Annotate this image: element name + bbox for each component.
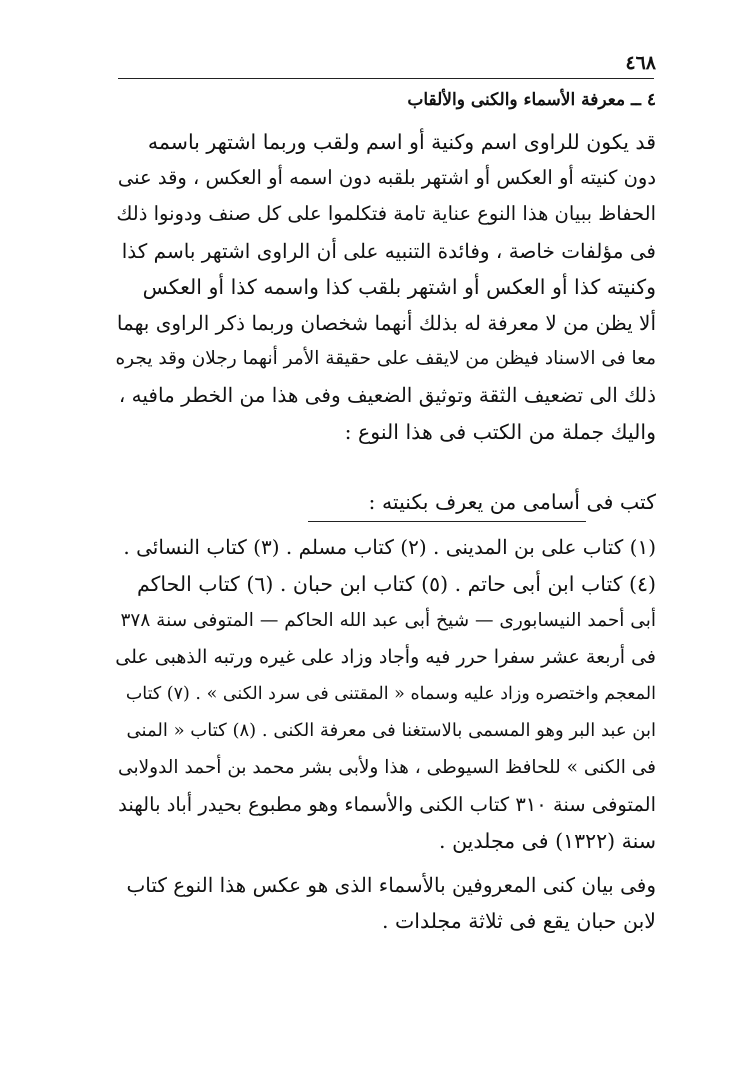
closing-paragraph	[114, 867, 656, 939]
intro-line: الحفاظ ببيان هذا النوع عناية تامة فتكلموا على كل صنف ودونوا ذلك	[116, 202, 656, 226]
book-list-line: ابن عبد البر وهو المسمى بالاستغنا فى معرفة الكنى . (٨) كتاب « المنى	[126, 719, 656, 741]
book-list-line: أبى أحمد النيسابورى — شيخ أبى عبد الله الحاكم — المتوفى سنة ٣٧٨	[120, 609, 656, 631]
intro-line: واليك جملة من الكتب فى هذا النوع :	[344, 419, 656, 444]
intro-line: قد يكون للراوى اسم وكنية أو اسم ولقب وربما اشتهر باسمه	[147, 130, 656, 154]
intro-line: ذلك الى تضعيف الثقة وتوثيق الضعيف وفى هذا من الخطر مافيه ،	[118, 383, 656, 408]
intro-line: وكنيته كذا أو العكس أو اشتهر بلقب كذا واسمه كذا أو العكس	[142, 274, 656, 299]
page-number: ٤٦٨	[625, 52, 656, 74]
book-list-line: فى الكنى » للحافظ السيوطى ، هذا ولأبى بشر محمد بن أحمد الدولابى	[118, 756, 656, 778]
intro-line: معا فى الاسناد فيظن من لايقف على حقيقة الأمر أنهما رجلان وقد يجره	[115, 348, 656, 370]
closing-line: وفى بيان كنى المعروفين بالأسماء الذى هو عكس هذا النوع كتاب	[126, 873, 656, 897]
book-list-line: (١) كتاب على بن المدينى . (٢) كتاب مسلم . (٣) كتاب النسائى .	[123, 535, 656, 559]
book-list-paragraph	[114, 529, 656, 860]
section-heading	[300, 490, 656, 518]
intro-paragraph	[114, 124, 656, 450]
chapter-title: ٤ ــ معرفة الأسماء والكنى والألقاب	[407, 90, 656, 110]
section-heading-text: كتب فى أسامى من يعرف بكنيته :	[368, 490, 656, 514]
header-rule	[118, 78, 654, 79]
book-list-line: المتوفى سنة ٣١٠ كتاب الكنى والأسماء وهو مطبوع بحيدر أباد بالهند	[118, 792, 656, 816]
intro-line: دون كنيته أو العكس أو اشتهر بلقبه دون اسمه أو العكس ، وقد عنى	[117, 166, 656, 190]
book-list-line: (٤) كتاب ابن أبى حاتم . (٥) كتاب ابن حبان . (٦) كتاب الحاكم	[136, 571, 656, 596]
intro-line: ألا يظن من لا معرفة له بذلك أنهما شخصان وربما ذكر الراوى بهما	[116, 311, 656, 336]
book-list-line: المعجم واختصره وزاد عليه وسماه « المقتنى فى سرد الكنى » . (٧) كتاب	[125, 684, 656, 705]
intro-line: فى مؤلفات خاصة ، وفائدة التنبيه على أن الراوى اشتهر باسم كذا	[121, 238, 656, 263]
section-heading-underline	[308, 521, 586, 522]
book-list-line: فى أربعة عشر سفرا حرر فيه وأجاد وزاد على غيره ورتبه الذهبى على	[115, 646, 656, 669]
closing-line: لابن حبان يقع فى ثلاثة مجلدات .	[381, 909, 656, 934]
book-list-line: سنة (١٣٢٢) فى مجلدين .	[439, 829, 656, 854]
